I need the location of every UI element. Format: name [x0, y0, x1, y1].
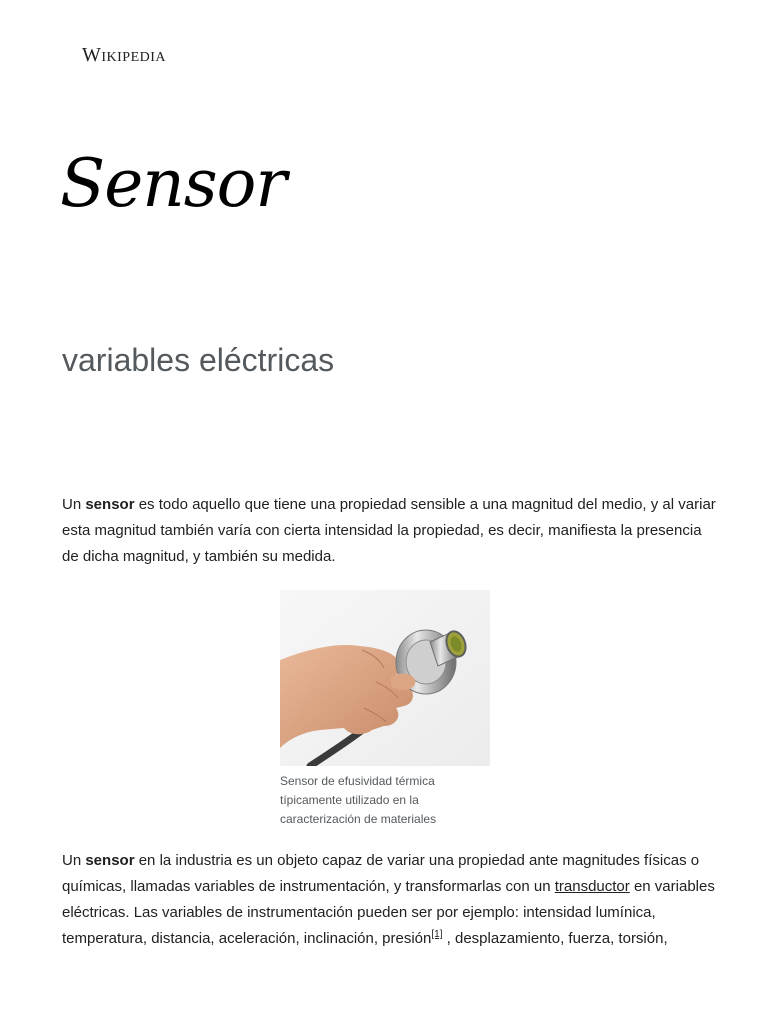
industry-paragraph-pre: Un [62, 852, 86, 869]
sensor-photo[interactable] [280, 590, 490, 766]
industry-paragraph-tail: , desplazamiento, fuerza, torsión, [442, 930, 668, 947]
intro-paragraph-pre: Un [62, 496, 86, 513]
industry-paragraph-mid: en la industria es un objeto capaz de variar una propiedad ante magnitudes físicas o químicas, llamadas variables de instrumentación, y transformarlas con un [62, 852, 700, 895]
wikipedia-logo[interactable]: Wikipedia [82, 44, 167, 66]
page-title: Sensor [60, 145, 286, 222]
transductor-link[interactable]: transductor [554, 878, 630, 895]
reference-link[interactable]: [1] [431, 929, 443, 940]
page-subtitle: variables eléctricas [62, 342, 335, 378]
intro-paragraph [62, 492, 722, 570]
industry-paragraph [62, 848, 722, 952]
intro-paragraph-bold: sensor [85, 496, 135, 513]
intro-paragraph-post: es todo aquello que tiene una propiedad sensible a una magnitud del medio, y al variar esta magnitud también varía con cierta intensidad la propiedad, es decir, manifiesta la presencia de dicha magnitud, y también su medida. [62, 496, 716, 565]
industry-paragraph-bold: sensor [85, 852, 135, 869]
article-figure [280, 590, 490, 829]
figure-caption: Sensor de efusividad térmica típicamente utilizado en la caracterización de materiales [280, 774, 437, 826]
industry-paragraph-post: en variables eléctricas. Las variables de instrumentación pueden ser por ejemplo: intensidad lumínica, temperatura, distancia, aceleración, inclinación, presión [62, 878, 715, 947]
